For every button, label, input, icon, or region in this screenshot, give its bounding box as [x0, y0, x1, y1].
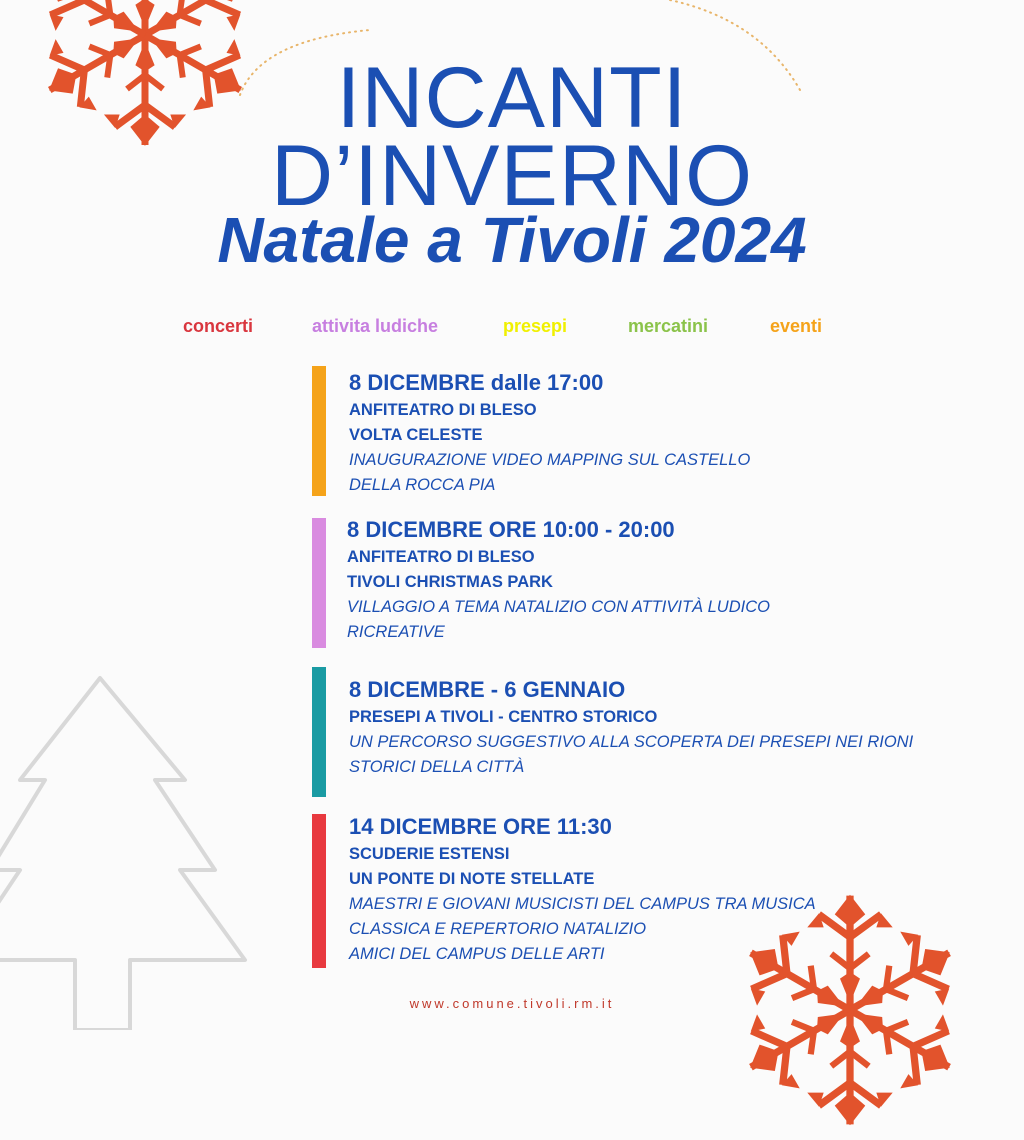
- category-attivita-ludiche: attivita ludiche: [312, 316, 439, 336]
- event-venue: SCUDERIE ESTENSI: [349, 845, 510, 863]
- event-title: UN PONTE DI NOTE STELLATE: [349, 870, 595, 888]
- event-description: RICREATIVE: [347, 623, 445, 641]
- page-title: INCANTI: [336, 50, 688, 146]
- christmas-tree-icon: [0, 670, 260, 1030]
- event-description: STORICI DELLA CITTÀ: [349, 758, 525, 776]
- event-date: 14 DICEMBRE ORE 11:30: [349, 814, 612, 839]
- event-title: VOLTA CELESTE: [349, 426, 483, 444]
- event-date: 8 DICEMBRE dalle 17:00: [349, 370, 604, 395]
- event-description: CLASSICA E REPERTORIO NATALIZIO: [349, 920, 647, 938]
- event-description: UN PERCORSO SUGGESTIVO ALLA SCOPERTA DEI PRESEPI NEI RIONI: [349, 733, 914, 751]
- page-subtitle: Natale a Tivoli 2024: [217, 204, 807, 276]
- event-color-bar: [312, 518, 326, 648]
- category-presepi: presepi: [503, 316, 568, 336]
- page-title-line2: D’INVERNO: [270, 128, 754, 224]
- event-description: VILLAGGIO A TEMA NATALIZIO CON ATTIVITÀ LUDICO: [347, 598, 770, 616]
- event-description: INAUGURAZIONE VIDEO MAPPING SUL CASTELLO: [349, 451, 751, 469]
- event-color-bar: [312, 814, 326, 968]
- event-title: TIVOLI CHRISTMAS PARK: [347, 573, 553, 591]
- event-date: 8 DICEMBRE - 6 GENNAIO: [349, 677, 626, 702]
- event-description: DELLA ROCCA PIA: [349, 476, 496, 494]
- event-venue: PRESEPI A TIVOLI - CENTRO STORICO: [349, 708, 658, 726]
- event-venue: ANFITEATRO DI BLESO: [347, 548, 535, 566]
- category-concerti: concerti: [183, 316, 254, 336]
- event-description: AMICI DEL CAMPUS DELLE ARTI: [349, 945, 605, 963]
- event-date: 8 DICEMBRE ORE 10:00 - 20:00: [347, 517, 675, 542]
- event-venue: ANFITEATRO DI BLESO: [349, 401, 537, 419]
- category-mercatini: mercatini: [628, 316, 709, 336]
- event-color-bar: [312, 667, 326, 797]
- event-description: MAESTRI E GIOVANI MUSICISTI DEL CAMPUS TRA MUSICA: [349, 895, 816, 913]
- event-color-bar: [312, 366, 326, 496]
- website-link[interactable]: www.comune.tivoli.rm.it: [409, 996, 615, 1011]
- category-eventi: eventi: [770, 316, 823, 336]
